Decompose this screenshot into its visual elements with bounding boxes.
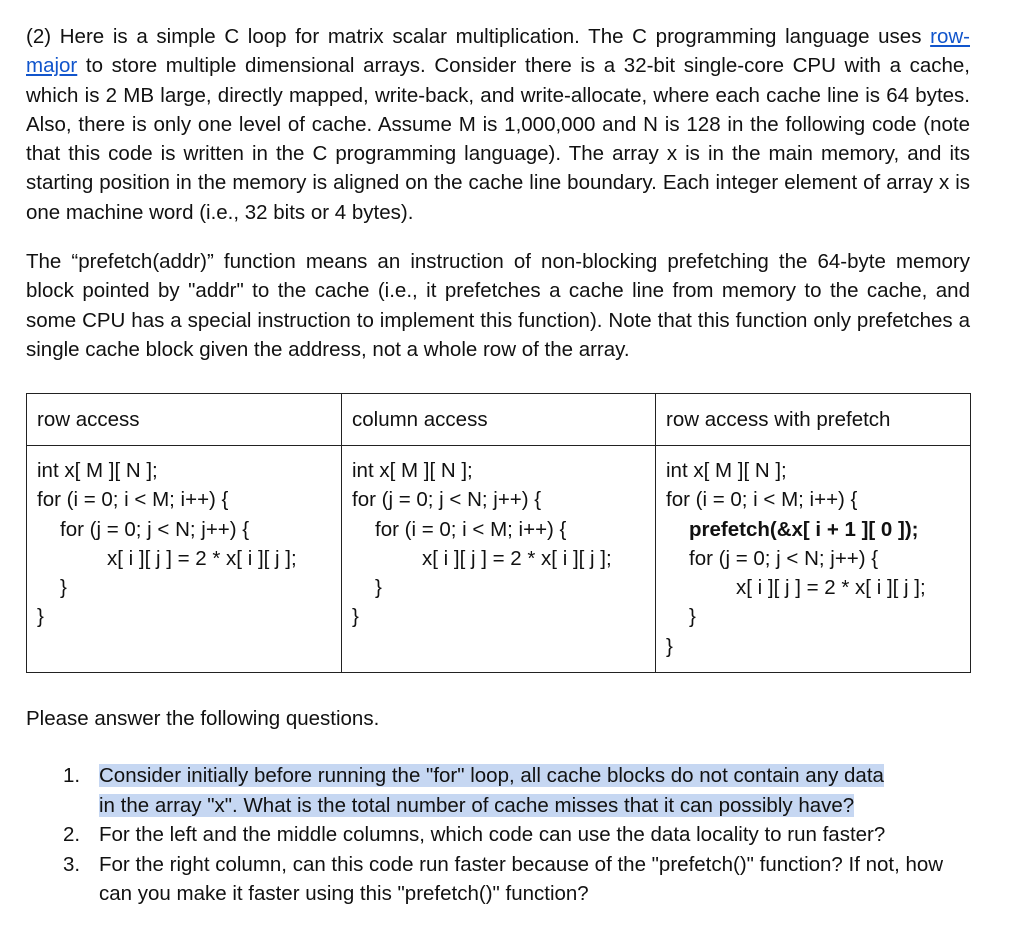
code-line: int x[ M ][ N ]; — [666, 459, 787, 482]
code-line: for (j = 0; j < N; j++) { — [60, 517, 250, 541]
para1-text-before: (2) Here is a simple C loop for matrix scalar multiplication. The C programming language uses — [26, 25, 931, 48]
code-line: } — [352, 605, 359, 629]
highlighted-question-line: in the array "x". What is the total number of cache misses that it can possibly have? — [99, 793, 855, 817]
header-label: row access — [37, 408, 140, 431]
header-label: column access — [352, 408, 488, 431]
code-line: } — [666, 634, 673, 658]
header-column-access — [342, 394, 656, 446]
question-item — [26, 761, 970, 820]
code-line: int x[ M ][ N ]; — [352, 459, 473, 482]
question-number: 2. — [63, 823, 81, 846]
question-item — [26, 820, 970, 850]
question-item — [26, 850, 970, 909]
questions-intro: Please answer the following questions. — [26, 707, 380, 730]
code-line: x[ i ][ j ] = 2 * x[ i ][ j ]; — [422, 546, 612, 570]
header-row-access-prefetch — [656, 394, 971, 446]
prefetch-call-line: prefetch(&x[ i + 1 ][ 0 ]); — [689, 517, 919, 541]
highlighted-question-line: Consider initially before running the "for" loop, all cache blocks do not contain any data — [99, 764, 884, 787]
prefetch-code-cell — [656, 446, 971, 673]
para1-text-after: to store multiple dimensional arrays. Consider there is a 32-bit single-core CPU with a cache, which is 2 MB large, directly mapped, write-back, and write-allocate, where each cache line is 64 bytes. Also, there is only one level of cache. Assume M is 1,000,000 and N is 128 in the following code (note that this code is written in the C programming language). The array x is in the main memory, and its starting position in the memory is aligned on the cache line boundary. Each integer element of array x is one machine word (i.e., 32 bits or 4 bytes). — [26, 54, 970, 224]
code-line: for (i = 0; i < M; i++) { — [375, 517, 567, 541]
code-line: } — [689, 605, 696, 629]
questions-list — [26, 761, 970, 909]
row-major-link[interactable]: row-major — [26, 25, 970, 78]
table-code-row — [27, 446, 971, 673]
prefetch-description: The “prefetch(addr)” function means an instruction of non-blocking prefetching the 64-byte memory block pointed by "addr" to the cache (i.e., it prefetches a cache line from memory to the cache, and some CPU has a special instruction to implement this function). Note that this function only prefetches a single cache block given the address, not a whole row of the array. — [26, 250, 970, 361]
column-access-code-cell — [342, 446, 656, 673]
row-access-code-cell — [27, 446, 342, 673]
code-line: } — [60, 576, 67, 600]
table-header-row — [27, 394, 971, 446]
problem-description — [26, 22, 970, 227]
question-text: For the right column, can this code run faster because of the "prefetch()" function? If not, how can you make it faster using this "prefetch()" function? — [99, 852, 944, 905]
question-number: 1. — [63, 764, 81, 787]
header-row-access — [27, 394, 342, 446]
code-line: for (j = 0; j < N; j++) { — [352, 488, 542, 512]
code-line: } — [37, 605, 44, 629]
question-number: 3. — [63, 852, 81, 876]
code-line: for (i = 0; i < M; i++) { — [666, 488, 858, 512]
code-line: for (i = 0; i < M; i++) { — [37, 488, 229, 512]
code-line: x[ i ][ j ] = 2 * x[ i ][ j ]; — [107, 546, 297, 570]
question-text: For the left and the middle columns, which code can use the data locality to run faster? — [99, 823, 886, 846]
code-comparison-table — [26, 393, 971, 673]
code-line: } — [375, 576, 382, 600]
header-label: row access with prefetch — [666, 408, 891, 431]
code-line: x[ i ][ j ] = 2 * x[ i ][ j ]; — [736, 576, 926, 600]
code-line: int x[ M ][ N ]; — [37, 459, 158, 482]
code-line: for (j = 0; j < N; j++) { — [689, 546, 879, 570]
